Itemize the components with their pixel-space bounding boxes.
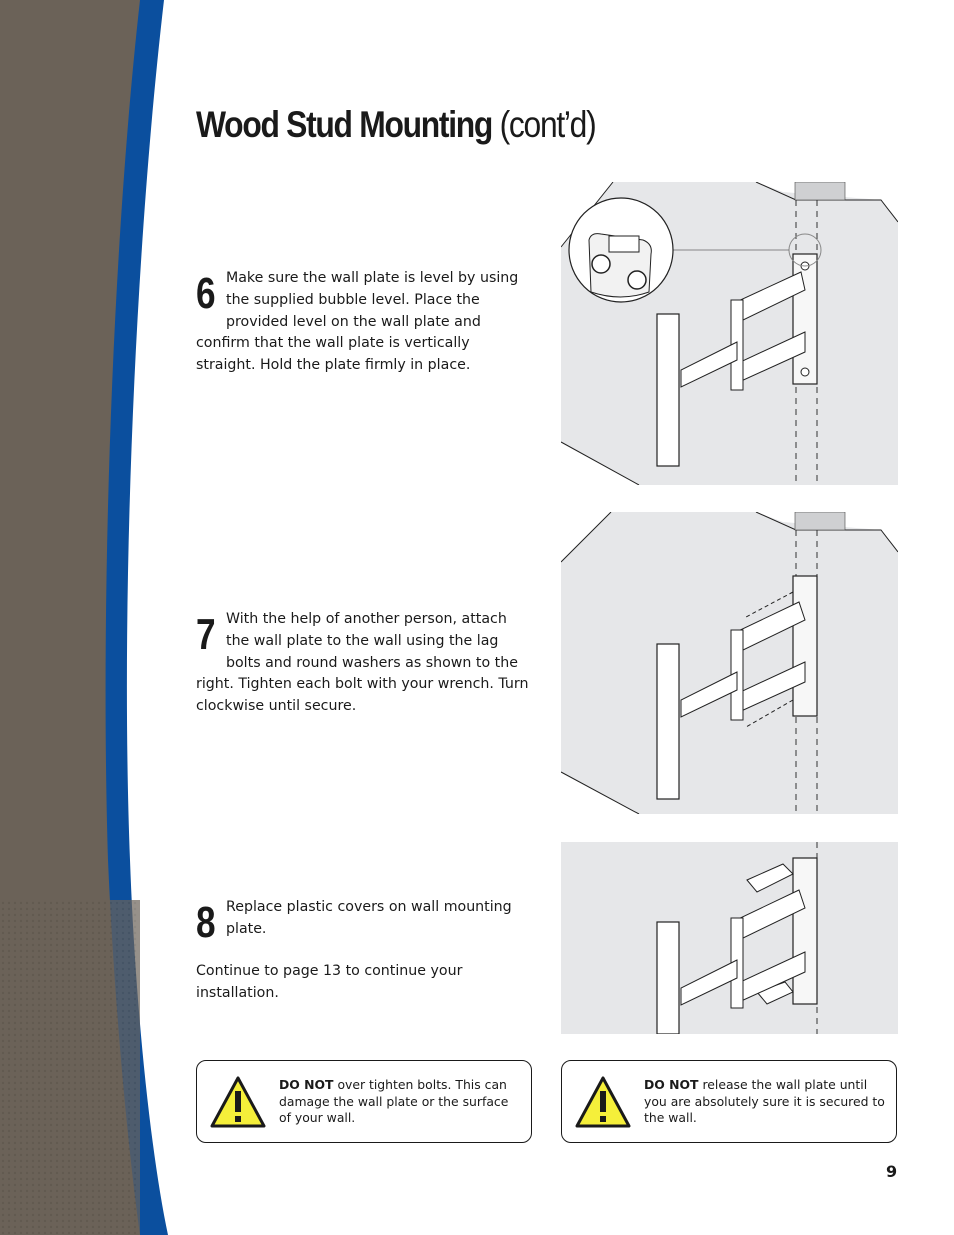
title-main: Wood Stud Mounting <box>196 104 493 145</box>
warning-body: release the wall plate until you are absolutely sure it is secured to the wall. <box>644 1077 885 1125</box>
warning-text <box>279 1077 524 1127</box>
page-title <box>196 104 595 146</box>
step-text: Make sure the wall plate is level by using the supplied bubble level. Place the provided level on the wall plate and confirm that the wall plate is vertically straight. Hold the plate firmly in place. <box>196 270 519 374</box>
warning-box-release <box>561 1060 897 1143</box>
step-8 <box>196 897 531 1005</box>
decorative-side-band <box>0 0 170 1235</box>
step-6 <box>196 268 531 377</box>
warning-emphasis: DO NOT <box>279 1077 334 1092</box>
warning-box-bolts <box>196 1060 532 1143</box>
continue-note: Continue to page 13 to continue your installation. <box>196 963 463 1001</box>
warning-emphasis: DO NOT <box>644 1077 699 1092</box>
figure-step-7-bolts <box>561 512 898 814</box>
figure-step-8-covers <box>561 842 898 1034</box>
step-number: 8 <box>196 898 216 947</box>
step-number: 7 <box>196 610 216 659</box>
step-text: Replace plastic covers on wall mounting plate. <box>226 899 512 937</box>
warning-body: over tighten bolts. This can damage the wall plate or the surface of your wall. <box>279 1077 509 1125</box>
figure-step-6-level <box>561 182 898 485</box>
warning-text <box>644 1077 889 1127</box>
warning-icon <box>574 1075 632 1129</box>
page-number: 9 <box>886 1162 898 1181</box>
step-7 <box>196 609 531 718</box>
step-number: 6 <box>196 269 216 318</box>
title-suffix: (cont’d) <box>499 104 596 145</box>
step-text: With the help of another person, attach the wall plate to the wall using the lag bolts and round washers as shown to the right. Tighten each bolt with your wrench. Turn clockwise until secure. <box>196 611 529 715</box>
warning-icon <box>209 1075 267 1129</box>
